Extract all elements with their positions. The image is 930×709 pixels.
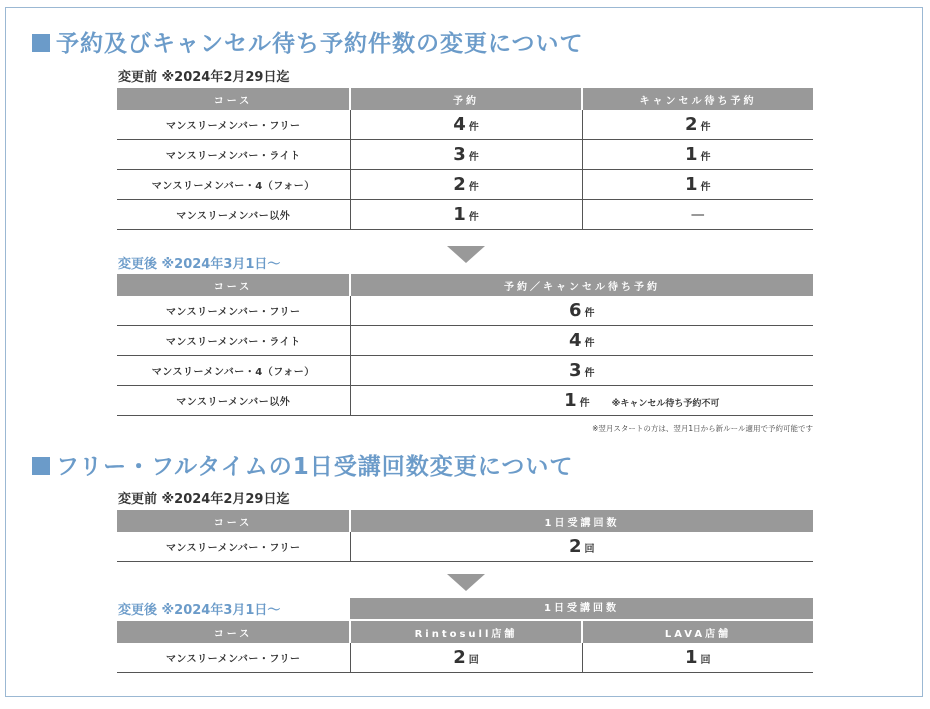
- footnote: ※翌月スタートの方は、翌月1日から新ルール適用で予約可能です: [592, 424, 813, 433]
- section2-before-label: 変更前 ※2024年2月29日迄: [118, 492, 290, 507]
- table-row: [117, 296, 813, 326]
- table-header-row: [117, 621, 813, 643]
- column-header: Rintosull店舗: [350, 621, 582, 643]
- table-row: [117, 200, 813, 230]
- course-cell: マンスリーメンバー・4（フォー）: [117, 170, 350, 200]
- section2-after-table: [117, 621, 813, 673]
- table-header-row: [117, 510, 813, 532]
- section1-after-label: 変更後 ※2024年3月1日〜: [118, 257, 281, 272]
- group-header: 1日受講回数: [350, 598, 813, 619]
- table-header-row: [117, 274, 813, 296]
- dash-value: —: [690, 206, 705, 223]
- count-cell: 3 件: [350, 356, 813, 386]
- section1-before-label: 変更前 ※2024年2月29日迄: [118, 70, 290, 85]
- section1-title: 予約及びキャンセル待ち予約件数の変更について: [32, 30, 584, 58]
- table-header-row: [117, 88, 813, 110]
- rintosull-cell: 2 回: [350, 643, 582, 673]
- table-row: [117, 643, 813, 673]
- count-cell: 6 件: [350, 296, 813, 326]
- table-row: [117, 532, 813, 562]
- no-waitlist-note: ※キャンセル待ち予約不可: [611, 399, 720, 409]
- course-cell: マンスリーメンバー以外: [117, 386, 350, 416]
- course-cell: マンスリーメンバー・フリー: [117, 643, 350, 673]
- table-row: [117, 386, 813, 416]
- column-header: コース: [117, 274, 350, 296]
- down-arrow-icon: [447, 246, 485, 263]
- course-cell: マンスリーメンバー・フリー: [117, 296, 350, 326]
- column-header: LAVA店舗: [582, 621, 813, 643]
- wait-cell: 2 件: [582, 110, 813, 140]
- reserve-cell: 4 件: [350, 110, 582, 140]
- section2-title: フリー・フルタイムの1日受講回数変更について: [32, 453, 573, 481]
- count-cell: 4 件: [350, 326, 813, 356]
- table-row: [117, 140, 813, 170]
- course-cell: マンスリーメンバー・ライト: [117, 326, 350, 356]
- wait-cell: 1 件: [582, 170, 813, 200]
- column-header: コース: [117, 88, 350, 110]
- course-cell: マンスリーメンバー・ライト: [117, 140, 350, 170]
- wait-cell: [582, 200, 813, 230]
- square-bullet-icon: [32, 34, 50, 52]
- count-cell: 2 回: [350, 532, 813, 562]
- course-cell: マンスリーメンバー・フリー: [117, 110, 350, 140]
- down-arrow-icon: [447, 574, 485, 591]
- column-header: コース: [117, 510, 350, 532]
- reserve-cell: 2 件: [350, 170, 582, 200]
- wait-cell: 1 件: [582, 140, 813, 170]
- square-bullet-icon: [32, 457, 50, 475]
- lava-cell: 1 回: [582, 643, 813, 673]
- table-row: [117, 356, 813, 386]
- section2-after-label: 変更後 ※2024年3月1日〜: [118, 603, 281, 618]
- column-header: コース: [117, 621, 350, 643]
- column-header: 予約／キャンセル待ち予約: [350, 274, 813, 296]
- table-row: [117, 110, 813, 140]
- course-cell: マンスリーメンバー以外: [117, 200, 350, 230]
- table-row: [117, 170, 813, 200]
- table-row: [117, 326, 813, 356]
- column-header: キャンセル待ち予約: [582, 88, 813, 110]
- course-cell: マンスリーメンバー・4（フォー）: [117, 356, 350, 386]
- section1-after-table: [117, 274, 813, 416]
- column-header: 予約: [350, 88, 582, 110]
- section1-before-table: [117, 88, 813, 230]
- column-header: 1日受講回数: [350, 510, 813, 532]
- reserve-cell: 1 件: [350, 200, 582, 230]
- reserve-cell: 3 件: [350, 140, 582, 170]
- count-cell: 1 件 ※キャンセル待ち予約不可: [350, 386, 813, 416]
- section2-before-table: [117, 510, 813, 562]
- course-cell: マンスリーメンバー・フリー: [117, 532, 350, 562]
